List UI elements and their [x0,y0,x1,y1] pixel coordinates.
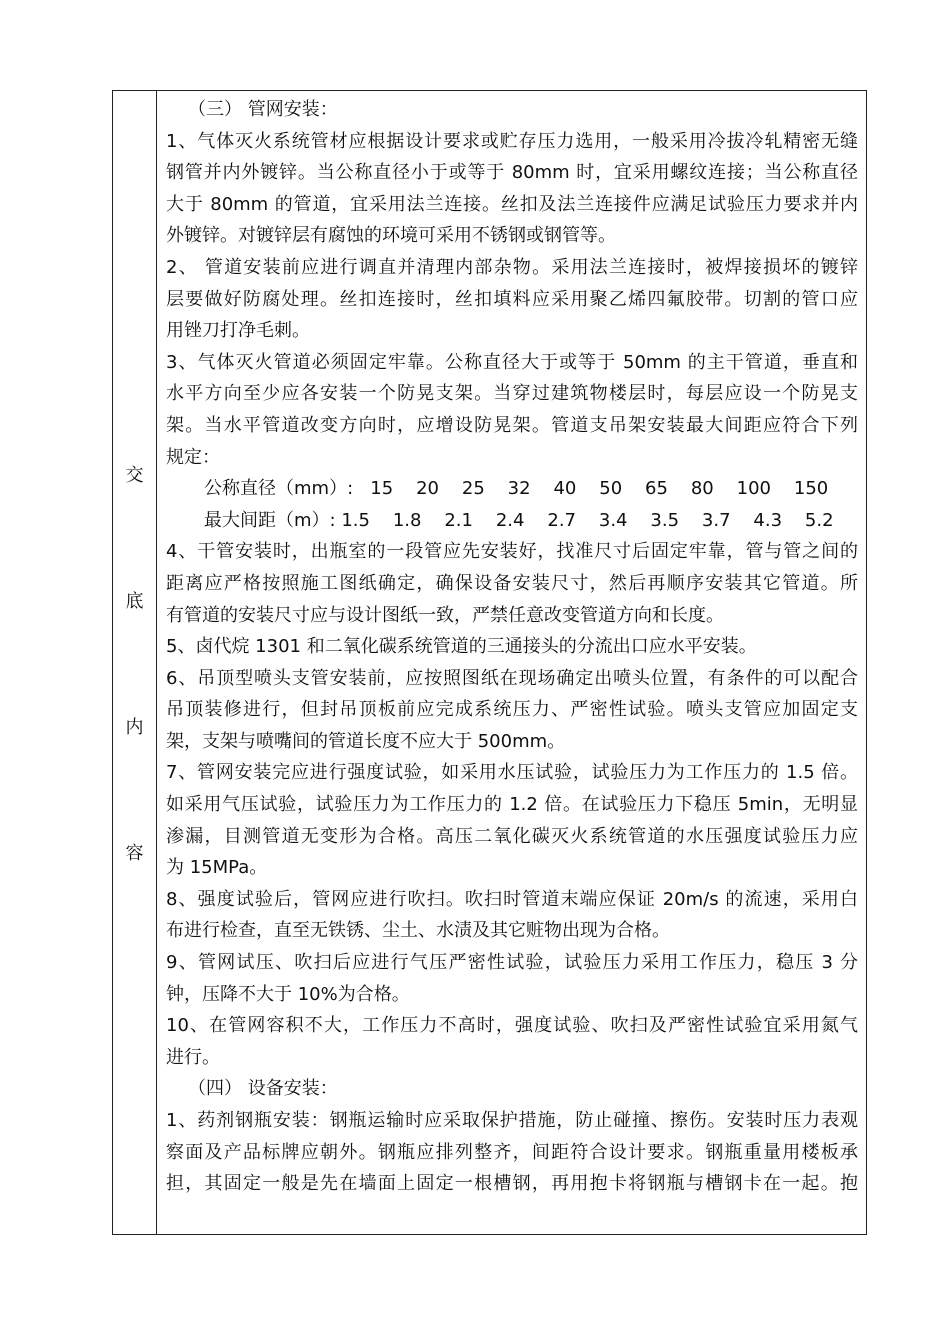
spacing-table-row: 公称直径（mm）: 15 20 25 32 40 50 65 80 100 150 [204,478,829,500]
text-line: 渗漏，目测管道无变形为合格。高压二氧化碳灭火系统管道的水压强度试验压力应 [166,825,858,847]
text-line: 7、管网安装完应进行强度试验，如采用水压试验，试验压力为工作压力的 1.5 倍。 [166,762,858,784]
text-line: 5、卤代烷 1301 和二氧化碳系统管道的三通接头的分流出口应水平安装。 [166,636,757,658]
text-line: 4、干管安装时，出瓶室的一段管应先安装好，找准尺寸后固定牢靠，管与管之间的 [166,541,858,563]
text-line: 架。当水平管道改变方向时，应增设防晃架。管道支吊架安装最大间距应符合下列 [166,414,858,436]
text-line: 进行。 [166,1046,220,1068]
text-line: 8、强度试验后，管网应进行吹扫。吹扫时管道末端应保证 20m/s 的流速，采用白 [166,888,858,910]
section-heading: （三） 管网安装： [188,99,338,120]
text-line: 1、药剂钢瓶安装：钢瓶运输时应采取保护措施，防止碰撞、擦伤。安装时压力表观 [166,1110,858,1131]
text-line: 2、 管道安装前应进行调直并清理内部杂物。采用法兰连接时，被焊接损坏的镀锌 [166,256,858,278]
spacing-table-row: 最大间距（m）: 1.5 1.8 2.1 2.4 2.7 3.4 3.5 3.7 4.3 5.2 [204,509,834,531]
text-line: 用锉刀打净毛刺。 [166,320,310,342]
side-label-char: 底 [125,591,144,612]
text-line: 水平方向至少应各安装一个防晃支架。当穿过建筑物楼层时，每层应设一个防晃支 [166,383,858,405]
side-label-char: 容 [125,843,144,864]
text-line: 察面及产品标牌应朝外。钢瓶应排列整齐，间距符合设计要求。钢瓶重量用楼板承 [166,1141,858,1163]
text-line: 规定： [166,446,220,468]
text-line: 如采用气压试验，试验压力为工作压力的 1.2 倍。在试验压力下稳压 5min，无明显 [166,794,858,816]
text-line: 钟，压降不大于 10%为合格。 [166,983,410,1005]
text-line: 6、吊顶型喷头支管安装前，应按照图纸在现场确定出喷头位置，有条件的可以配合 [166,667,858,689]
section-heading: （四） 设备安装： [188,1078,338,1100]
text-line: 3、气体灭火管道必须固定牢靠。公称直径大于或等于 50mm 的主干管道，垂直和 [166,351,858,373]
text-line: 9、管网试压、吹扫后应进行气压严密性试验，试验压力采用工作压力，稳压 3 分 [166,952,858,974]
content-text [166,94,858,1200]
column-divider [156,91,157,1234]
text-line: 架，支架与喷嘴间的管道长度不应大于 500mm。 [166,730,566,752]
side-label-column [113,91,156,1234]
text-line: 吊顶装修进行，但封吊顶板前应完成系统压力、严密性试验。喷头支管应加固定支 [166,699,858,721]
disclosure-table [112,90,867,1235]
text-line: 布进行检查，直至无铁锈、尘土、水渍及其它赃物出现为合格。 [166,920,670,942]
text-line: 钢管并内外镀锌。当公称直径小于或等于 80mm 时，宜采用螺纹连接；当公称直径 [166,162,858,184]
side-label-char: 内 [125,717,144,738]
text-line: 有管道的安装尺寸应与设计图纸一致，严禁任意改变管道方向和长度。 [166,604,724,626]
text-line: 担，其固定一般是先在墙面上固定一根槽钢，再用抱卡将钢瓶与槽钢卡在一起。抱 [166,1173,858,1195]
text-line: 距离应严格按照施工图纸确定，确保设备安装尺寸，然后再顺序安装其它管道。所 [166,572,858,594]
text-line: 外镀锌。对镀锌层有腐蚀的环境可采用不锈钢或钢管等。 [166,225,616,247]
side-label-char: 交 [125,465,144,486]
text-line: 层要做好防腐处理。丝扣连接时，丝扣填料应采用聚乙烯四氟胶带。切割的管口应 [166,288,858,310]
text-line: 10、在管网容积不大，工作压力不高时，强度试验、吹扫及严密性试验宜采用氮气 [166,1015,858,1037]
text-line: 大于 80mm 的管道，宜采用法兰连接。丝扣及法兰连接件应满足试验压力要求并内 [166,193,858,215]
text-line: 为 15MPa。 [166,857,268,879]
text-line: 1、气体灭火系统管材应根据设计要求或贮存压力选用，一般采用冷拔冷轧精密无缝 [166,130,858,152]
